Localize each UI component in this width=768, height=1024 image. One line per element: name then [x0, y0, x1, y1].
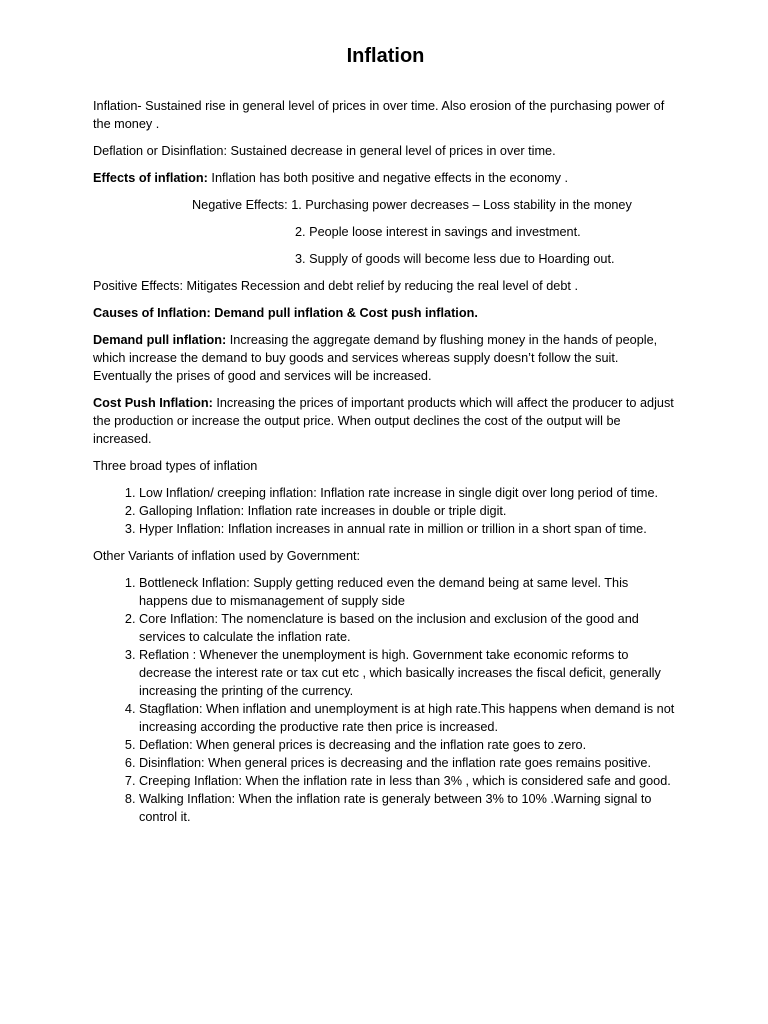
causes-heading: Causes of Inflation: Demand pull inflation & Cost push inflation. — [93, 306, 478, 320]
list-item: 1. Low Inflation/ creeping inflation: Inflation rate increase in single digit over long period of time. — [139, 484, 678, 502]
list-item: 1. Bottleneck Inflation: Supply getting reduced even the demand being at same level. This happens due to mismanagement of supply side — [139, 574, 678, 610]
list-item: 4. Stagflation: When inflation and unemployment is at high rate.This happens when demand is not increasing according the productive rate then price is increased. — [139, 700, 678, 736]
negative-effect-item: 3. Supply of goods will become less due to Hoarding out. — [295, 252, 615, 266]
list-item: 3. Reflation : Whenever the unemployment is high. Government take economic reforms to decrease the interest rate or tax cut etc , which basically increases the fiscal deficit, generally increasing the printing of the currency. — [139, 646, 678, 700]
effects-label: Effects of inflation: — [93, 171, 208, 185]
list-item: 3. Hyper Inflation: Inflation increases in annual rate in million or trillion in a short span of time. — [139, 520, 678, 538]
types-intro: Three broad types of inflation — [93, 459, 258, 473]
cost-push-text: Increasing the prices of important products which will affect the producer to adjust the production or increase the output price. When output declines the cost of the output will be increased. — [93, 396, 674, 446]
list-item: 6. Disinflation: When general prices is decreasing and the inflation rate goes remains positive. — [139, 754, 678, 772]
list-item: 5. Deflation: When general prices is decreasing and the inflation rate goes to zero. — [139, 736, 678, 754]
positive-effects: Positive Effects: Mitigates Recession and debt relief by reducing the real level of debt . — [93, 279, 578, 293]
list-item: 2. Galloping Inflation: Inflation rate increases in double or triple digit. — [139, 502, 678, 520]
effects-text: Inflation has both positive and negative effects in the economy . — [207, 171, 569, 185]
document-title: Inflation — [346, 45, 425, 67]
negative-effect-item: 2. People loose interest in savings and investment. — [295, 225, 581, 239]
cost-push-label: Cost Push Inflation: — [93, 396, 213, 410]
list-item: 8. Walking Inflation: When the inflation rate is generaly between 3% to 10% .Warning signal to control it. — [139, 790, 678, 826]
types-list — [93, 484, 678, 538]
variants-intro: Other Variants of inflation used by Government: — [93, 549, 361, 563]
cost-push-paragraph — [93, 394, 678, 448]
demand-pull-label: Demand pull inflation: — [93, 333, 227, 347]
variants-list — [93, 574, 678, 826]
effects-paragraph — [93, 169, 678, 187]
list-item: 7. Creeping Inflation: When the inflation rate in less than 3% , which is considered safe and good. — [139, 772, 678, 790]
demand-pull-text: Increasing the aggregate demand by flushing money in the hands of people, which increase the demand to buy goods and services whereas supply doesn’t follow the suit. Eventually the prises of good and services will be increased. — [93, 333, 658, 383]
list-item: 2. Core Inflation: The nomenclature is based on the inclusion and exclusion of the good and services to calculate the inflation rate. — [139, 610, 678, 646]
demand-pull-paragraph — [93, 331, 678, 385]
deflation-definition: Deflation or Disinflation: Sustained decrease in general level of prices in over time. — [93, 144, 556, 158]
inflation-definition: Inflation- Sustained rise in general level of prices in over time. Also erosion of the purchasing power of the money . — [93, 99, 665, 131]
negative-effects-heading: Negative Effects: 1. Purchasing power decreases – Loss stability in the money — [192, 198, 632, 212]
